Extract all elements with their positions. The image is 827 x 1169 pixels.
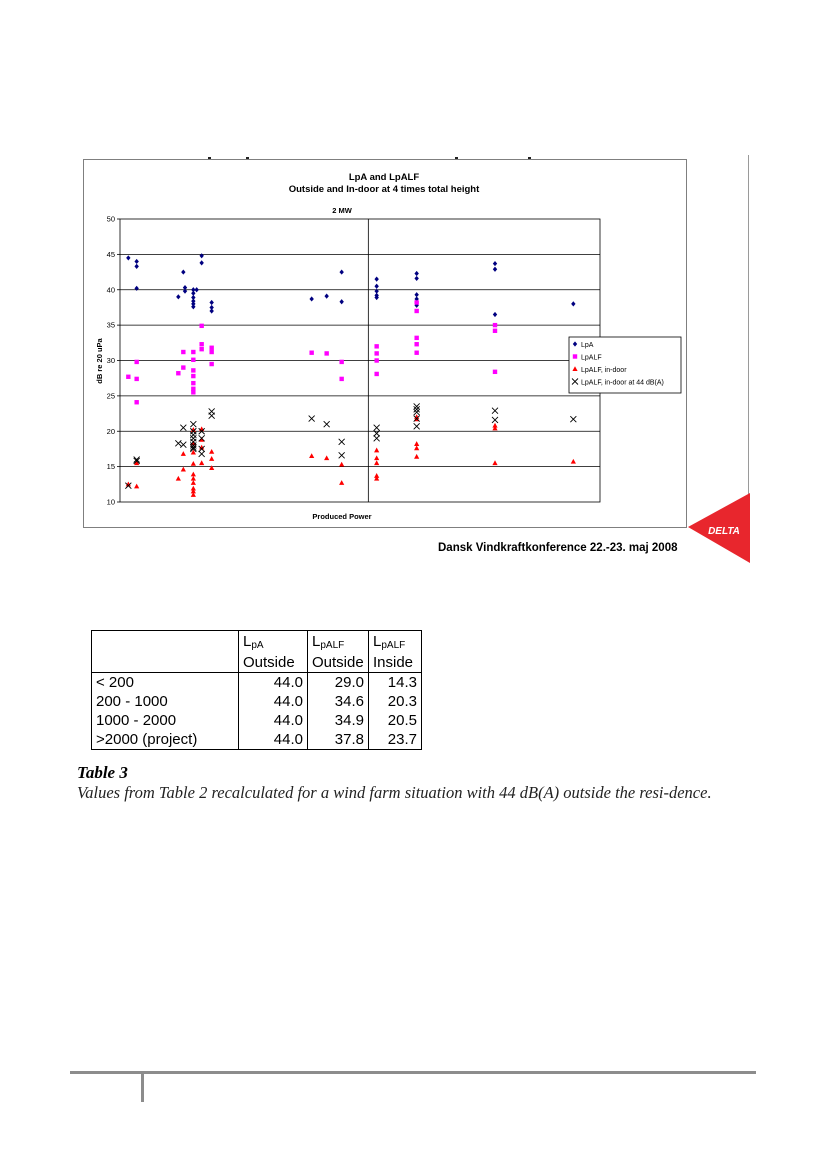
table-caption-text: Values from Table 2 recalculated for a wind farm situation with 44 dB(A) outside the resi-dence. <box>77 783 712 802</box>
y-tick-label: 20 <box>106 426 115 436</box>
scatter-chart <box>83 159 687 528</box>
data-point <box>191 358 195 362</box>
data-point <box>324 351 328 355</box>
legend-label: LpALF <box>581 354 602 362</box>
values-table <box>91 630 422 750</box>
row-label: 1000 - 2000 <box>92 711 239 730</box>
data-point <box>209 350 213 354</box>
table-corner <box>92 631 239 673</box>
row-label: >2000 (project) <box>92 730 239 750</box>
table-row <box>92 673 422 693</box>
data-point <box>191 350 195 354</box>
data-point <box>181 365 185 369</box>
y-axis <box>107 215 120 507</box>
legend-label: LpALF, in-door at 44 dB(A) <box>581 379 664 387</box>
cell-lpa-outside: 44.0 <box>239 711 308 730</box>
legend-marker <box>573 354 577 358</box>
chart-subtitle: Outside and In-door at 4 times total height <box>288 184 480 195</box>
data-point <box>199 347 203 351</box>
y-tick-label: 50 <box>106 214 115 224</box>
chart-title: LpA and LpALF <box>348 172 420 183</box>
row-label: < 200 <box>92 673 239 693</box>
cell-lpalf-outside: 34.6 <box>308 692 369 711</box>
data-point <box>191 390 195 394</box>
data-point <box>414 351 418 355</box>
y-tick-label: 35 <box>106 320 115 330</box>
x-axis-label: Produced Power <box>312 512 372 521</box>
data-point <box>493 329 497 333</box>
data-point <box>181 350 185 354</box>
y-axis-label: dB re 20 uPa <box>95 338 104 384</box>
annotation-2mw: 2 MW <box>332 206 352 215</box>
legend <box>569 337 681 393</box>
table-header: $L_{pALF}$ Inside <box>369 631 422 673</box>
cell-lpalf-outside: 29.0 <box>308 673 369 693</box>
cell-lpalf-outside: 34.9 <box>308 711 369 730</box>
table-caption-title: Table 3 <box>77 763 128 782</box>
footer-rule-tick <box>141 1074 144 1102</box>
table-header: $L_{pA}$ Outside <box>239 631 308 673</box>
data-point <box>374 372 378 376</box>
data-point <box>493 323 497 327</box>
table-row <box>92 692 422 711</box>
legend-label: LpA <box>581 342 594 349</box>
data-point <box>199 342 203 346</box>
cell-lpa-outside: 44.0 <box>239 692 308 711</box>
data-point <box>339 360 343 364</box>
data-point <box>134 377 138 381</box>
logo-text: DELTA <box>708 526 740 537</box>
data-point <box>209 346 213 350</box>
data-point <box>191 374 195 378</box>
y-tick-label: 25 <box>106 391 115 401</box>
cell-lpalf-inside: 14.3 <box>369 673 422 693</box>
data-point <box>209 362 213 366</box>
data-point <box>414 300 418 304</box>
data-point <box>126 375 130 379</box>
data-point <box>134 400 138 404</box>
data-point <box>176 371 180 375</box>
data-point <box>374 351 378 355</box>
table-row <box>92 730 422 750</box>
data-point <box>134 360 138 364</box>
data-point <box>414 336 418 340</box>
cell-lpa-outside: 44.0 <box>239 730 308 750</box>
cell-lpalf-inside: 20.3 <box>369 692 422 711</box>
y-tick-label: 45 <box>106 249 115 259</box>
footer-rule <box>70 1071 756 1074</box>
data-point <box>493 370 497 374</box>
conference-footer: Dansk Vindkraftkonference 22.-23. maj 2008 <box>438 542 678 554</box>
table-header: $L_{pALF}$ Outside <box>308 631 369 673</box>
data-point <box>414 342 418 346</box>
data-point <box>191 368 195 372</box>
data-point <box>339 377 343 381</box>
data-point <box>199 324 203 328</box>
y-tick-label: 40 <box>106 285 115 295</box>
cell-lpalf-outside: 37.8 <box>308 730 369 750</box>
cell-lpa-outside: 44.0 <box>239 673 308 693</box>
data-point <box>414 309 418 313</box>
data-point <box>191 381 195 385</box>
data-point <box>374 344 378 348</box>
table-row <box>92 711 422 730</box>
y-tick-label: 15 <box>106 462 115 472</box>
y-tick-label: 10 <box>106 497 115 507</box>
y-tick-label: 30 <box>106 356 115 365</box>
delta-logo <box>688 493 750 563</box>
data-point <box>309 351 313 355</box>
legend-label: LpALF, in-door <box>581 367 627 374</box>
data-point <box>374 358 378 362</box>
cell-lpalf-inside: 23.7 <box>369 730 422 750</box>
cell-lpalf-inside: 20.5 <box>369 711 422 730</box>
row-label: 200 - 1000 <box>92 692 239 711</box>
